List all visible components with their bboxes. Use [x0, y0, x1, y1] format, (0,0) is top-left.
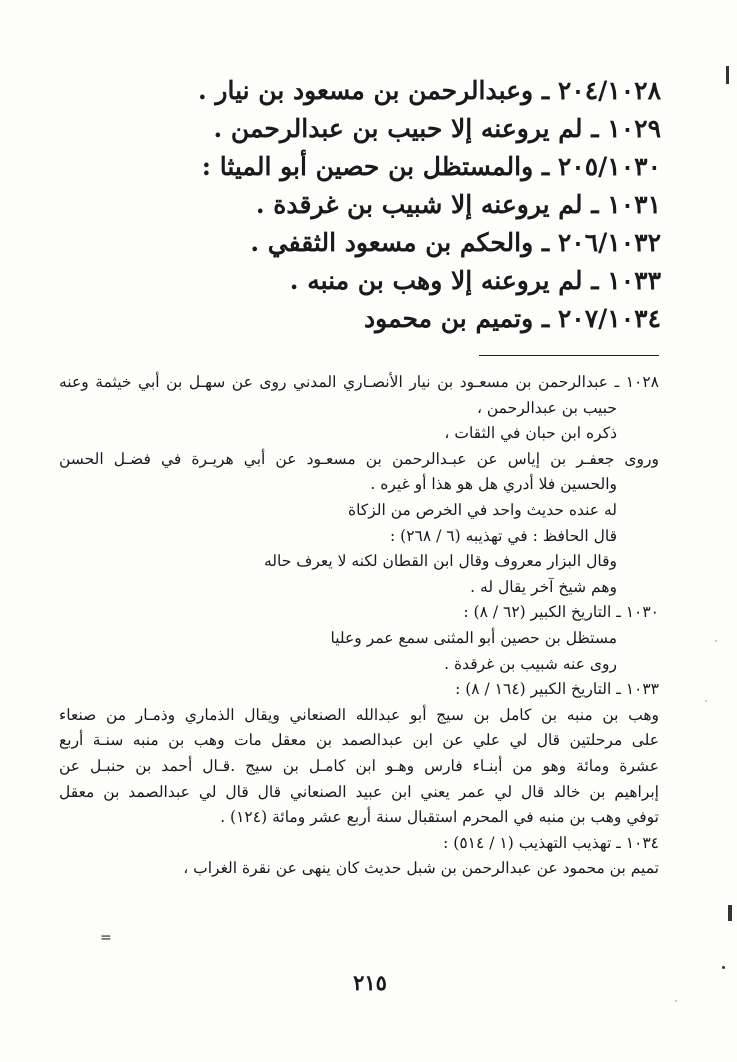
footnote-line: على مرحلتين قال لي علي عن ابن عبدالصمد بن معقل مات وهب بن منبه سنـة أربع	[59, 731, 659, 750]
footnote-line: ١٠٣٠ ـ التاريخ الكبير (٦٢ / ٨) :	[463, 603, 659, 622]
footnote-separator	[479, 355, 659, 356]
main-entry: ١٠٣٣ ـ لم يروعنه إلا وهب بن منبه .	[289, 266, 661, 295]
main-entry: ٢٠٤/١٠٢٨ ـ وعبدالرحمن بن مسعود بن نيار .	[197, 76, 661, 105]
footnote-line: وروى جعفـر بن إياس عن عبـدالرحمن بن مسعـود عن أبي هريـرة في فضـل الحسن	[59, 449, 659, 468]
paper-speck	[705, 700, 707, 702]
main-entry: ٢٠٦/١٠٣٢ ـ والحكم بن مسعود الثقفي .	[250, 228, 661, 257]
footnote-line: له عنده حديث واحد في الخرص من الزكاة	[347, 500, 617, 519]
page-number: ٢١٥	[353, 970, 387, 995]
footnote-line: تميم بن محمود عن عبدالرحمن بن شبل حديث كان ينهى عن نقرة الغراب ،	[183, 859, 659, 878]
footnote-line: عشرة ومائة وهو من أبنـاء فارس وهـو ابن كامـل بن سيج .قـال أحمد بن حنبـل عن	[59, 756, 659, 775]
main-entry: ١٠٣١ ـ لم يروعنه إلا شبيب بن غرقدة .	[255, 190, 661, 219]
footnote-line: ١٠٢٨ ـ عبدالرحمن بن مسعـود بن نيار الأنصـاري المدني روى عن سهـل بن أبي خيثمة وعنه	[59, 373, 659, 391]
footnote-line: قال الحافظ : في تهذيبه (٦ / ٢٦٨) :	[390, 526, 617, 545]
edge-mark	[722, 966, 725, 969]
edge-mark	[726, 66, 729, 84]
footnote-line: وقال البزار معروف وقال ابن القطان لكنه لا يعرف حاله	[263, 552, 617, 571]
edge-mark	[728, 905, 732, 921]
main-entries	[101, 72, 661, 338]
footnote-line: وهم شيخ آخر يقال له .	[470, 577, 617, 596]
footnote-line: وهب بن منبه بن كامل بن سيج أبو عبدالله الصنعاني ويقال الذماري وذمـار من صنعاء	[59, 705, 659, 724]
paper-speck	[715, 640, 717, 642]
footnote-line: ١٠٣٣ ـ التاريخ الكبير (١٦٤ / ٨) :	[455, 680, 659, 699]
paper-speck	[675, 1000, 677, 1002]
footnote-line: ١٠٣٤ ـ تهذيب التهذيب (١ / ٥١٤) :	[443, 833, 659, 852]
main-entry: ٢٠٧/١٠٣٤ ـ وتميم بن محمود	[364, 304, 661, 333]
footnote-line: توفي وهب بن منبه في المحرم استقبال سنة أربع عشر ومائة (١٢٤) .	[220, 808, 659, 827]
footnote-line: والحسين فلا أدري هل هو هذا أو غيره .	[370, 475, 617, 494]
footnote-line: ذكره ابن حبان في الثقات ،	[444, 424, 617, 443]
footnote-line: حبيب بن عبدالرحمن ،	[476, 398, 617, 417]
footnote-line: مستظل بن حصين أبو المثنى سمع عمر وعليا	[330, 628, 617, 647]
margin-mark: =	[100, 930, 112, 946]
main-entry: ١٠٢٩ ـ لم يروعنه إلا حبيب بن عبدالرحمن .	[213, 114, 661, 143]
main-entry: ٢٠٥/١٠٣٠ ـ والمستظل بن حصين أبو الميثا :	[201, 152, 661, 181]
footnote-line: روى عنه شبيب بن غرقدة .	[444, 654, 617, 673]
footnotes	[59, 370, 659, 882]
footnote-line: إبراهيم بن خالد قال لي عمر يعني ابن عبيد الصنعاني قال قال لي عبدالصمد بن معقل	[59, 782, 659, 801]
